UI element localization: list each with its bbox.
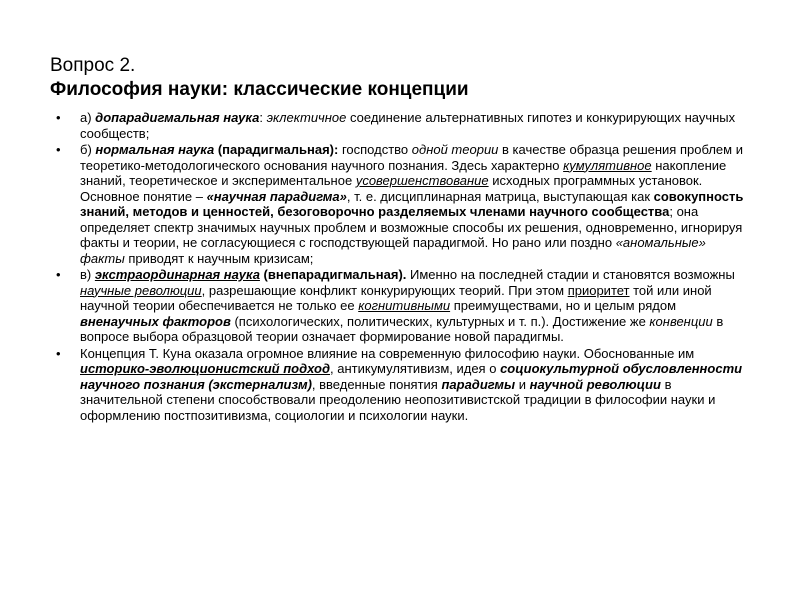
bullet-text-run: (внепарадигмальная). [259,267,407,282]
bullet-item [56,142,746,266]
bullet-text-run: научной революции [529,376,661,392]
bullet-text-run: и [515,376,530,392]
bullet-text-run: , антикумулятивизм, идея о [330,361,501,376]
bullet-text-run: в качестве образца решения проблем и теоретико-методологического основания научного познания. Здесь характерно [80,142,743,173]
bullet-text-run: когнитивными [358,298,451,313]
bullet-text-run: исходных программных установок. Основное понятие – [80,173,703,204]
bullet-item [56,346,746,424]
bullet-text-run: приводят к научным кризисам; [124,250,314,266]
bullet-text-run: эклектичное [266,110,347,125]
bullet-text-run: (психологических, политических, культурных и т. п.). Достижение же [230,313,650,329]
bullet-text-run: одной теории [411,142,499,157]
bullet-text-run: парадигмы [441,376,516,392]
bullet-text-run: «научная парадигма» [206,188,347,204]
bullet-text-run: , разрешающие конфликт конкурирующих теорий. При этом [201,282,568,298]
bullet-text-run: соединение альтернативных гипотез и конкурирующих научных сообществ; [80,110,736,141]
bullet-item [56,110,746,141]
title-topic: Философия науки: классические концепции [50,79,469,100]
bullet-text-run: приоритет [567,282,630,298]
bullet-text-run: экстраординарная наука [94,267,260,282]
bullet-text-run: усовершенствование [355,173,489,188]
bullet-text-run: социокультурной обусловленности научного познания (экстернализм) [80,361,743,392]
bullet-marker: • [56,267,61,282]
bullet-text-run: совокупность знаний, методов и ценностей, безоговорочно разделяемых членами научного сообщества [80,188,744,219]
bullet-text-run: , введенные понятия [311,376,442,392]
bullet-list [56,110,746,424]
bullet-text-run: преимуществами, но и целым рядом [450,298,677,313]
bullet-text-run: той или иной научной теории обеспечивается не только ее [80,282,712,313]
bullet-text-run: б) [80,142,96,157]
bullet-text-run: : [259,110,267,125]
bullet-text-run: историко-эволюционистский подход [80,361,331,376]
bullet-text-run: кумулятивное [563,157,652,173]
bullet-text-run: Именно на последней стадии и становятся возможны [406,267,735,282]
title-question-number: Вопрос 2. [50,55,136,76]
slide-title [50,54,750,102]
bullet-text-run: конвенции [649,313,713,329]
bullet-text-run: нормальная наука [95,142,215,157]
bullet-text-run: , т. е. дисциплинарная матрица, выступающая как [346,188,654,204]
bullet-text-run: накопление знаний, теоретическое и экспериментальное [80,157,727,188]
bullet-text-run: (парадигмальная): [214,142,339,157]
bullet-marker: • [56,142,61,157]
bullet-item [56,267,746,345]
bullet-marker: • [56,110,61,125]
bullet-text-run: а) [80,110,96,125]
bullet-text-run: ; она определяет спектр значимых научных проблем и возможные способы их решения, одновременно, игнорируя факты и теории, не согласующиеся с господствующей парадигмой. Но рано или поздно [80,204,743,250]
bullet-text-run: в вопросе выбора образцовой теории означает формирование новой парадигмы. [80,313,724,344]
bullet-text-run: допарадигмальная наука [95,110,260,125]
bullet-text-run: «аномальные» факты [80,235,706,266]
bullet-text-run: Концепция Т. Куна оказала огромное влияние на современную философию науки. Обоснованные им [80,345,695,361]
bullet-text-run: в) [80,267,95,282]
bullet-text-run: в значительной степени способствовали преодолению неопозитивистской традиции в философии науки и оформлению постпозитивизма, социологии и психологии науки. [80,376,716,423]
bullet-text-run: научные революции [80,282,202,298]
bullet-text-run: господство [338,142,412,157]
bullet-text-run: вненаучных факторов [80,313,231,329]
bullet-marker: • [56,345,61,361]
